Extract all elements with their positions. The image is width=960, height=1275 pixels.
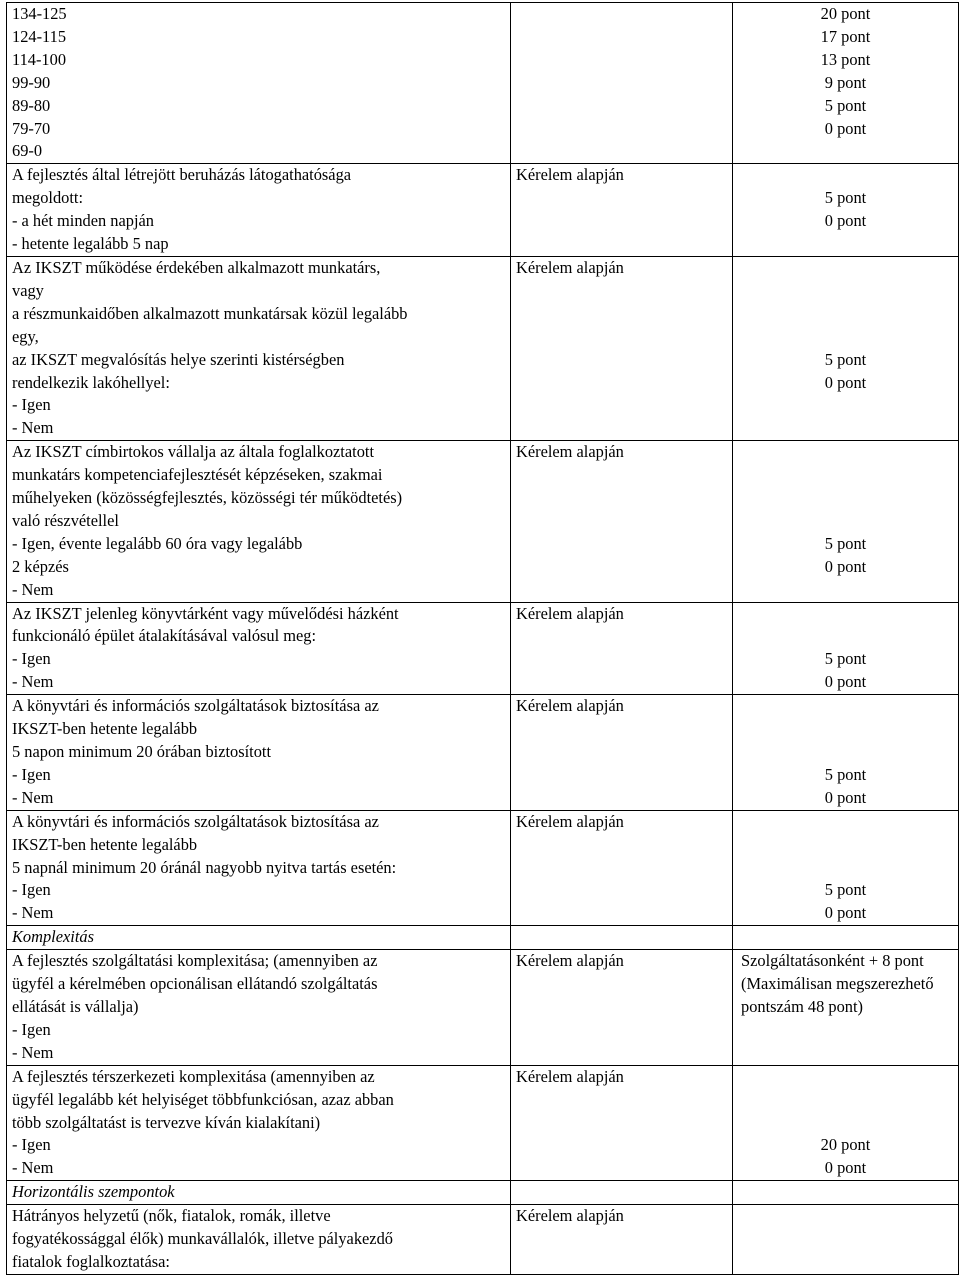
criterion-cell: [7, 3, 511, 164]
scoring-table-body: [7, 3, 959, 1275]
points-value: [738, 834, 953, 857]
basis-text: Kérelem alapján: [516, 1206, 624, 1226]
criterion-line: - Igen: [12, 395, 51, 415]
criterion-line: való részvétellel: [12, 510, 119, 530]
basis-text: Kérelem alapján: [516, 257, 624, 277]
points-value: 0 pont: [824, 1158, 867, 1178]
basis-cell: [511, 441, 733, 602]
points-cell: [733, 695, 959, 811]
criterion-line: - Igen: [12, 1135, 51, 1155]
section-heading: Horizontális szempontok: [12, 1182, 175, 1202]
points-value: 5 pont: [824, 764, 867, 784]
points-value: 5 pont: [824, 349, 867, 369]
basis-cell: [511, 3, 733, 164]
criterion-line: ügyfél legalább két helyiséget többfunkciósan, azaz abban: [12, 1089, 394, 1109]
points-value: [738, 625, 953, 648]
section-heading: Komplexitás: [12, 927, 94, 947]
criteria-row: [7, 950, 959, 1066]
basis-cell: [511, 602, 733, 695]
points-cell: [733, 256, 959, 440]
points-value: 5 pont: [824, 188, 867, 208]
points-value: 0 pont: [824, 672, 867, 692]
criterion-cell: [7, 1065, 511, 1181]
criterion-line: IKSZT-ben hetente legalább: [12, 834, 198, 854]
criterion-line: - a hét minden napján: [12, 211, 155, 231]
criterion-line: - Nem: [12, 787, 54, 807]
criteria-row: [7, 441, 959, 602]
criteria-row: [7, 256, 959, 440]
criterion-cell: [7, 164, 511, 257]
criterion-line: 124-115: [12, 26, 67, 46]
criterion-line: - hetente legalább 5 nap: [12, 234, 169, 254]
points-value: [738, 857, 953, 880]
section-heading-row: [7, 1181, 959, 1205]
criterion-line: A fejlesztés térszerkezeti komplexitása (amennyiben az: [12, 1066, 375, 1086]
criterion-line: - Igen: [12, 649, 51, 669]
criteria-row: [7, 3, 959, 164]
criteria-row: [7, 810, 959, 926]
criterion-line: A fejlesztés által létrejött beruházás látogathatósága: [12, 165, 352, 185]
basis-cell: [511, 810, 733, 926]
scoring-table: [6, 2, 959, 1275]
criterion-line: egy,: [12, 326, 39, 346]
criteria-row: [7, 695, 959, 811]
points-value: 17 pont: [820, 26, 871, 46]
criterion-cell: [7, 695, 511, 811]
points-cell: [733, 950, 959, 1066]
basis-text: Kérelem alapján: [516, 165, 624, 185]
criterion-line: a részmunkaidőben alkalmazott munkatársak közül legalább: [12, 303, 408, 323]
criteria-row: [7, 1065, 959, 1181]
points-value: 0 pont: [824, 118, 867, 138]
criterion-line: 134-125: [12, 4, 67, 23]
criteria-row: [7, 602, 959, 695]
criterion-line: - Igen, évente legalább 60 óra vagy legalább: [12, 533, 303, 553]
criterion-line: rendelkezik lakóhellyel:: [12, 372, 170, 392]
empty-cell: [511, 1181, 733, 1205]
criterion-line: - Nem: [12, 579, 54, 599]
points-value: [738, 303, 953, 326]
points-value: 0 pont: [824, 372, 867, 392]
criterion-line: - Igen: [12, 1019, 51, 1039]
criterion-line: - Nem: [12, 1158, 54, 1178]
points-value: 0 pont: [824, 211, 867, 231]
criterion-line: 5 napon minimum 20 órában biztosított: [12, 742, 272, 761]
points-cell: [733, 602, 959, 695]
points-cell: [733, 1205, 959, 1275]
points-cell: [733, 3, 959, 164]
criterion-line: - Igen: [12, 764, 51, 784]
criterion-cell: [7, 441, 511, 602]
criterion-cell: [7, 602, 511, 695]
basis-cell: [511, 1065, 733, 1181]
basis-text: Kérelem alapján: [516, 1066, 624, 1086]
criterion-line: fiatalok foglalkoztatása:: [12, 1251, 170, 1271]
points-value: 5 pont: [824, 95, 867, 115]
criterion-line: funkcionáló épület átalakításával valósul meg:: [12, 626, 317, 646]
basis-cell: [511, 950, 733, 1066]
criterion-line: A könyvtári és információs szolgáltatások biztosítása az: [12, 696, 379, 716]
points-value: [738, 1066, 953, 1089]
points-value: [738, 695, 953, 718]
basis-cell: [511, 695, 733, 811]
criterion-cell: [7, 256, 511, 440]
points-value: [738, 164, 953, 187]
points-value: [738, 741, 953, 764]
basis-text: Kérelem alapján: [516, 811, 624, 831]
criterion-line: 79-70: [12, 118, 51, 138]
empty-cell: [511, 926, 733, 950]
points-value: 5 pont: [824, 533, 867, 553]
criterion-line: - Nem: [12, 1042, 54, 1062]
criterion-line: Az IKSZT jelenleg könyvtárként vagy művelődési házként: [12, 603, 399, 623]
empty-cell: [733, 1181, 959, 1205]
criterion-line: - Igen: [12, 880, 51, 900]
criterion-line: A könyvtári és információs szolgáltatások biztosítása az: [12, 811, 379, 831]
criterion-line: megoldott:: [12, 188, 84, 208]
criterion-line: 114-100: [12, 49, 67, 69]
points-value: [738, 1089, 953, 1112]
criteria-row: [7, 164, 959, 257]
points-cell: [733, 441, 959, 602]
criterion-line: műhelyeken (közösségfejlesztés, közösségi tér működtetés): [12, 488, 403, 508]
basis-text: Kérelem alapján: [516, 696, 624, 716]
criterion-line: vagy: [12, 280, 44, 300]
basis-cell: [511, 1205, 733, 1275]
points-value: [738, 257, 953, 280]
points-value: [738, 811, 953, 834]
criterion-line: - Nem: [12, 672, 54, 692]
points-value: 13 pont: [820, 49, 871, 69]
basis-cell: [511, 164, 733, 257]
points-value: [738, 464, 953, 487]
points-cell: [733, 810, 959, 926]
criterion-line: - Nem: [12, 418, 54, 438]
criterion-line: ügyfél a kérelmében opcionálisan ellátandó szolgáltatás: [12, 974, 378, 994]
criterion-line: Az IKSZT működése érdekében alkalmazott munkatárs,: [12, 257, 381, 277]
criterion-cell: [7, 1205, 511, 1275]
points-value: [738, 326, 953, 349]
criterion-line: munkatárs kompetenciafejlesztését képzéseken, szakmai: [12, 465, 383, 485]
criterion-line: IKSZT-ben hetente legalább: [12, 719, 198, 739]
points-cell: [733, 1065, 959, 1181]
points-value: 0 pont: [824, 556, 867, 576]
points-value: [738, 487, 953, 510]
section-heading-cell: [7, 1181, 511, 1205]
points-value: [738, 280, 953, 303]
points-value: 5 pont: [824, 880, 867, 900]
points-text: Szolgáltatásonként + 8 pont (Maximálisan megszerezhető pontszám 48 pont): [741, 951, 934, 1016]
basis-text: Kérelem alapján: [516, 603, 624, 623]
points-value: [738, 603, 953, 626]
points-value: [738, 510, 953, 533]
criterion-line: Hátrányos helyzetű (nők, fiatalok, romák, illetve: [12, 1206, 331, 1226]
section-heading-cell: [7, 926, 511, 950]
criteria-row: [7, 1205, 959, 1275]
basis-text: Kérelem alapján: [516, 442, 624, 462]
criterion-line: 89-80: [12, 95, 51, 115]
points-value: 9 pont: [824, 72, 867, 92]
points-value: 5 pont: [824, 649, 867, 669]
basis-cell: [511, 256, 733, 440]
points-value: 20 pont: [820, 1135, 871, 1155]
points-cell: [733, 164, 959, 257]
points-value: [738, 1112, 953, 1135]
points-value: [738, 441, 953, 464]
points-value: 0 pont: [824, 903, 867, 923]
criterion-line: több szolgáltatást is tervezve kíván kialakítani): [12, 1112, 321, 1132]
empty-cell: [733, 926, 959, 950]
criterion-cell: [7, 810, 511, 926]
criterion-line: 2 képzés: [12, 556, 69, 576]
criterion-line: - Nem: [12, 903, 54, 923]
points-value: 20 pont: [820, 4, 871, 23]
points-value: [738, 718, 953, 741]
criterion-line: Az IKSZT címbirtokos vállalja az általa foglalkoztatott: [12, 442, 374, 462]
points-value: 0 pont: [824, 787, 867, 807]
basis-text: Kérelem alapján: [516, 951, 624, 971]
criterion-line: fogyatékossággal élők) munkavállalók, illetve pályakezdő: [12, 1229, 393, 1249]
criterion-line: 99-90: [12, 72, 51, 92]
criterion-cell: [7, 950, 511, 1066]
criterion-line: ellátását is vállalja): [12, 996, 139, 1016]
criterion-line: A fejlesztés szolgáltatási komplexitása; (amennyiben az: [12, 951, 378, 971]
criterion-line: az IKSZT megvalósítás helye szerinti kistérségben: [12, 349, 345, 369]
criterion-line: 69-0: [12, 141, 43, 161]
section-heading-row: [7, 926, 959, 950]
criterion-line: 5 napnál minimum 20 óránál nagyobb nyitva tartás esetén:: [12, 857, 397, 877]
